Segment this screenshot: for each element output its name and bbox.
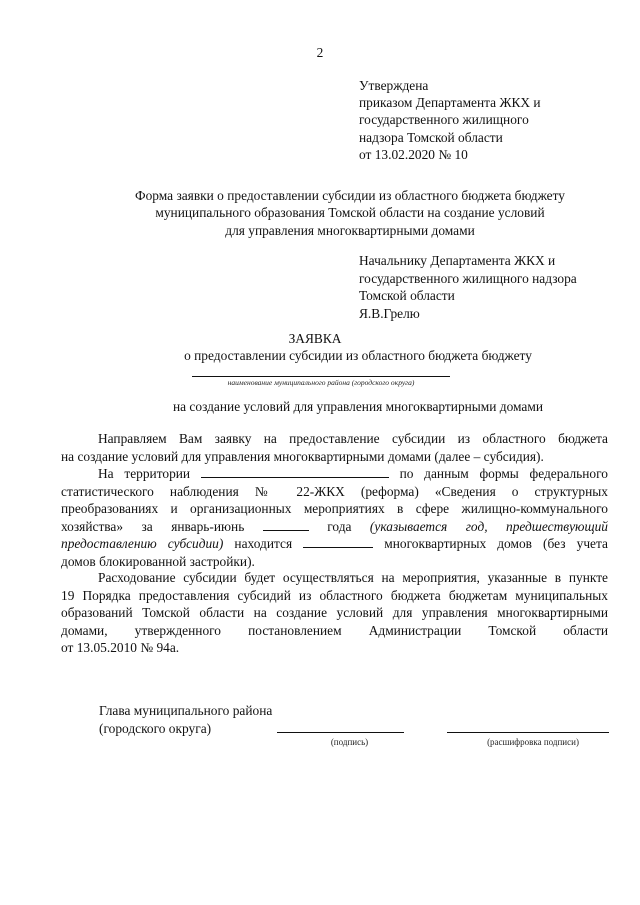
form-title: [60, 187, 640, 239]
year-blank[interactable]: [263, 518, 309, 531]
approval-block: [359, 77, 541, 163]
paragraph-spending: [61, 569, 608, 657]
approval-line: Утверждена: [359, 78, 429, 93]
approval-line: приказом Департамента ЖКХ и: [359, 95, 541, 111]
decode-hint: (расшифровка подписи): [487, 737, 579, 747]
addressee-line: Начальнику Департамента ЖКХ и: [359, 253, 556, 268]
application-goal: на создание условий для управления многоквартирными домами: [172, 399, 544, 414]
paragraph-line: 19 Порядка предоставления субсидий из областного бюджета бюджетам муниципальных: [61, 587, 608, 603]
paragraph-line: на создание условий для управления многоквартирными домами (далее – субсидия).: [61, 448, 544, 464]
paragraph-line: Направляем Вам заявку на предоставление субсидии из областного бюджета: [98, 431, 608, 446]
paragraph-territory: [61, 465, 608, 570]
period-label: хозяйства» за январь-июнь: [61, 518, 245, 534]
addressee-block: [359, 252, 577, 322]
territory-label: На территории: [98, 466, 191, 481]
paragraph-line: преобразованиях и организационных мероприятиях в сфере жилищно-коммунального: [61, 501, 608, 516]
signatory-label: [99, 702, 272, 737]
signatory-line: (городского округа): [99, 720, 212, 736]
approval-line: от 13.02.2020 № 10: [359, 146, 468, 162]
paragraph-line: домов блокированной застройки).: [61, 553, 255, 569]
paragraph-line: домами, утвержденного постановлением Администрации Томской области: [61, 622, 608, 638]
addressee-line: Томской области: [359, 288, 455, 303]
approval-line: надзора Томской области: [359, 129, 503, 145]
paragraph-line: [61, 535, 608, 553]
houses-label: многоквартирных домов (без учета: [384, 536, 608, 551]
paragraph-line: статистического наблюдения № 22-ЖКХ (реформа) «Сведения о структурных: [61, 483, 608, 499]
signature-blank[interactable]: [277, 732, 404, 733]
territory-blank[interactable]: [201, 465, 389, 478]
form-title-line: для управления многоквартирными домами: [225, 222, 475, 238]
paragraph-line: образований Томской области на создание условий для управления многоквартирными: [61, 605, 608, 620]
signatory-line: Глава муниципального района: [99, 703, 273, 718]
paragraph-request: [61, 430, 608, 465]
territory-source: по данным формы федерального: [399, 466, 608, 481]
application-title: ЗАЯВКА: [288, 331, 342, 346]
form-title-line: Форма заявки о предоставлении субсидии из областного бюджета бюджету: [135, 188, 565, 203]
year-hint: (указывается год, предшествующий: [369, 518, 608, 534]
addressee-line: государственного жилищного надзора: [359, 270, 577, 286]
application-subtitle: о предоставлении субсидии из областного бюджета бюджету: [184, 348, 532, 363]
municipality-blank[interactable]: [192, 376, 450, 377]
paragraph-line: Расходование субсидии будет осуществляться на мероприятия, указанные в пункте: [98, 570, 608, 585]
paragraph-line: [61, 465, 608, 483]
form-title-line: муниципального образования Томской области на создание условий: [155, 205, 545, 221]
located-word: находится: [234, 536, 293, 551]
page-number: 2: [316, 45, 324, 60]
approval-line: государственного жилищного: [359, 112, 529, 128]
paragraph-line: [61, 518, 608, 536]
signature-hint: (подпись): [330, 737, 369, 747]
paragraph-line: от 13.05.2010 № 94а.: [61, 640, 180, 655]
houses-count-blank[interactable]: [303, 535, 373, 548]
addressee-line: Я.В.Грелю: [359, 305, 420, 321]
year-word: года: [327, 518, 352, 534]
year-hint-cont: предоставлению субсидии): [61, 536, 224, 551]
municipality-hint: наименование муниципального района (городского округа): [227, 378, 415, 387]
decode-blank[interactable]: [447, 732, 609, 733]
